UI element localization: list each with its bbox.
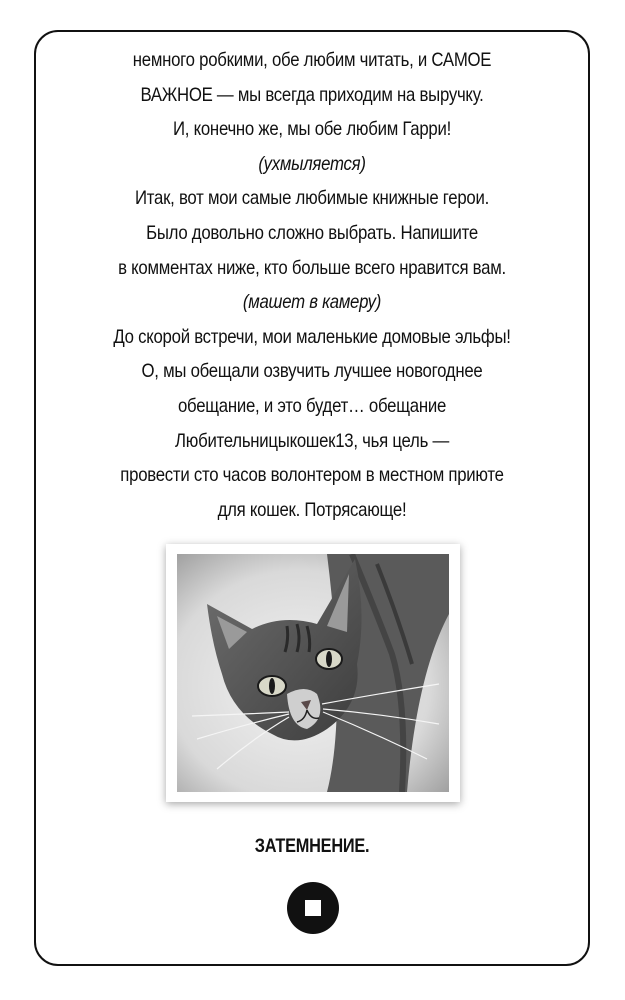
scene-caption: ЗАТЕМНЕНИЕ. [254, 836, 370, 857]
text-line-5: Итак, вот мои самые любимые книжные герои. [134, 187, 490, 210]
cat-photo [166, 544, 460, 802]
text-line-3: И, конечно же, мы обе любим Гарри! [173, 118, 451, 141]
stop-icon [287, 882, 339, 934]
text-line-11: обещание, и это будет… обещание [177, 394, 447, 417]
body-text [34, 43, 590, 527]
text-line-7: в комментах ниже, кто больше всего нравится вам. [118, 256, 506, 279]
cat-illustration [177, 554, 449, 792]
text-line-2: ВАЖНОЕ — мы всегда приходим на выручку. [140, 83, 484, 106]
text-line-13: провести сто часов волонтером в местном приюте [120, 464, 504, 487]
text-line-6: Было довольно сложно выбрать. Напишите [146, 221, 478, 244]
text-line-9: До скорой встречи, мои маленькие домовые эльфы! [113, 325, 511, 348]
text-line-14: для кошек. Потрясающе! [217, 498, 407, 521]
text-line-12: Любительницыкошек13, чья цель — [175, 429, 449, 452]
stage-direction-1: (ухмыляется) [258, 152, 366, 175]
text-line-1: немного робкими, обе любим читать, и САМОЕ [132, 49, 492, 71]
stop-icon-square [305, 900, 321, 916]
stage-direction-2: (машет в камеру) [242, 291, 382, 314]
text-line-10: О, мы обещали озвучить лучшее новогоднее [141, 360, 483, 383]
